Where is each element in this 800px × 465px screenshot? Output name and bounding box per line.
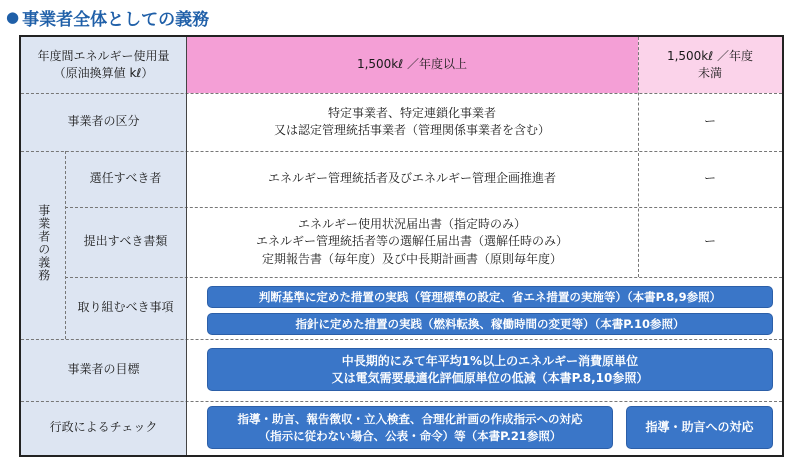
- divider: [21, 93, 782, 94]
- divider: [186, 37, 187, 455]
- actions-pill-judgment: 判断基準に定めた措置の実践（管理標準の設定、省エネ措置の実施等）（本書P.8,9参照）: [207, 286, 773, 308]
- divider: [21, 339, 782, 340]
- divider: [638, 37, 639, 277]
- page-title-text: 事業者全体としての義務: [22, 9, 210, 30]
- obligations-table: [19, 35, 784, 457]
- documents-small: ー: [703, 234, 716, 249]
- goal-label: 事業者の目標: [67, 362, 140, 377]
- appoint-small: ー: [703, 171, 716, 186]
- goal-pill: 中長期的にみて年平均1%以上のエネルギー消費原単位 又は電気需要最適化評価原単位の低減（本書P.8,10参照）: [207, 348, 773, 391]
- documents-large: エネルギー使用状況届出書（指定時のみ） エネルギー管理統括者等の選解任届出書（選解任時のみ） 定期報告書（毎年度）及び中長期計画書（原則毎年度）: [255, 216, 568, 266]
- header-large: 1,500kℓ ／年度以上: [186, 37, 638, 93]
- obligations-group-label: [21, 151, 65, 335]
- actions-pill-guideline: 指針に定めた措置の実践（燃料転換、稼働時間の変更等）（本書P.10参照）: [207, 313, 773, 335]
- divider: [21, 401, 782, 402]
- check-pill-small: 指導・助言への対応: [626, 406, 773, 449]
- appoint-label: 選任すべき者: [89, 171, 162, 186]
- obligations-group-text: 事業者の義務: [36, 204, 51, 282]
- divider: [65, 151, 66, 339]
- header-label: 年度間エネルギー使用量 （原油換算値 kℓ）: [21, 37, 186, 93]
- divider: [65, 277, 782, 278]
- appoint-large: エネルギー管理統括者及びエネルギー管理企画推進者: [267, 171, 556, 186]
- documents-label: 提出すべき書類: [83, 234, 168, 249]
- page-title: [6, 4, 209, 30]
- check-label: 行政によるチェック: [49, 420, 158, 435]
- actions-label: 取り組むべき事項: [77, 300, 174, 315]
- divider: [65, 207, 782, 208]
- category-small: ー: [703, 114, 716, 129]
- bullet-icon: ●: [6, 8, 20, 26]
- header-small: 1,500kℓ ／年度 未満: [638, 37, 782, 93]
- check-pill-large: 指導・助言、報告徴収・立入検査、合理化計画の作成指示への対応 （指示に従わない場合、公表・命令）等（本書P.21参照）: [207, 406, 613, 449]
- category-label: 事業者の区分: [67, 114, 140, 129]
- divider: [21, 151, 782, 152]
- category-large: 特定事業者、特定連鎖化事業者 又は認定管理統括事業者（管理関係事業者を含む）: [273, 105, 550, 137]
